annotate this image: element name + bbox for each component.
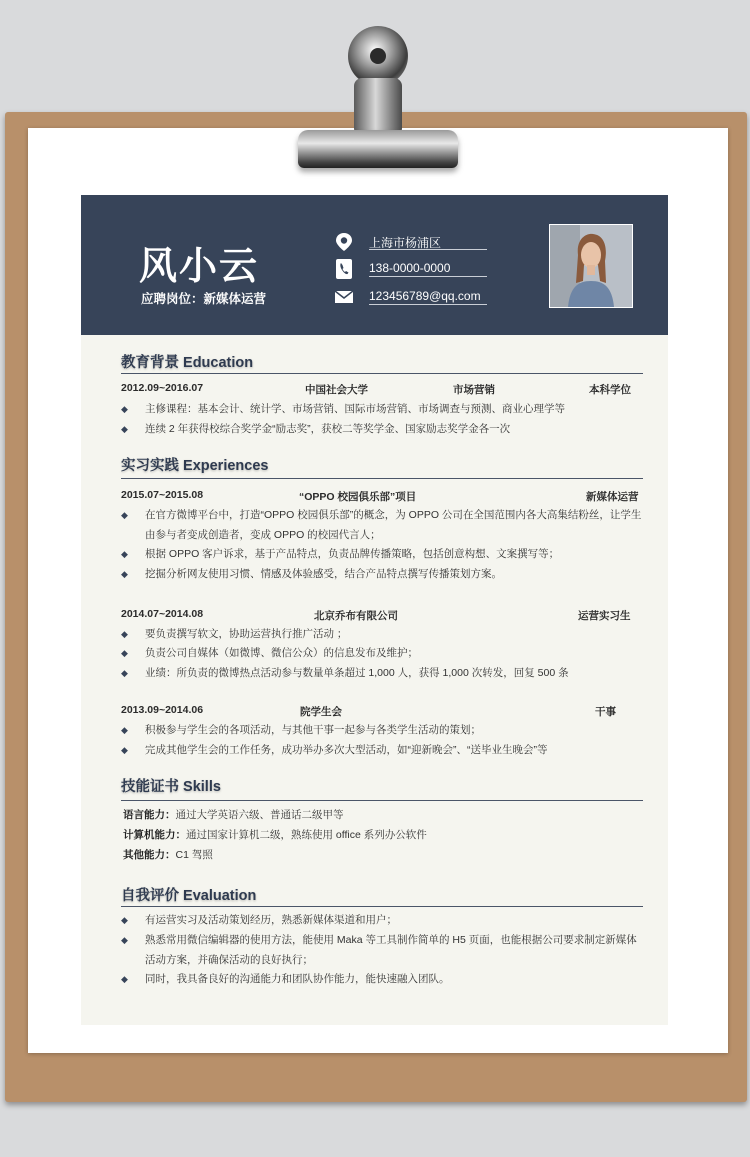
experience-title: 实习实践 Experiences (121, 458, 269, 474)
experience-org: 院学生会 (300, 706, 342, 718)
contact-email (333, 287, 493, 307)
candidate-name: 风小云 (139, 246, 260, 288)
list-item: ◆ 主修课程：基本会计、统计学、市场营销、国际市场营销、市场调查与预测、商业心理学等 (121, 403, 565, 415)
skills-title: 技能证书 Skills (121, 779, 221, 795)
experience-org: “OPPO 校园俱乐部”项目 (299, 491, 417, 503)
education-major: 市场营销 (453, 384, 495, 396)
list-item: ◆ 同时，我具备良好的沟通能力和团队协作能力，能快速融入团队。 (121, 973, 450, 985)
list-item: ◆ 挖掘分析网友使用习惯、情感及体验感受，结合产品特点撰写传播策划方案。 (121, 568, 502, 580)
applied-position: 应聘岗位：新媒体运营 (141, 292, 267, 306)
list-item: ◆ 在官方微博平台中，打造“OPPO 校园俱乐部”的概念，为 OPPO 公司在全国范围内各大高集结粉丝，让学生由参与者变成创造者，变成 OPPO 的校园代言人； (121, 509, 642, 541)
phone-icon (333, 259, 355, 279)
experience-period: 2015.07~2015.08 (121, 489, 204, 501)
experience-role: 运营实习生 (578, 610, 631, 622)
profile-photo (549, 224, 633, 308)
address-text: 上海市杨浦区 (369, 234, 487, 250)
skill-item: 计算机能力：通过国家计算机二级，熟练使用 office 系列办公软件 (123, 829, 427, 841)
experience-role: 干事 (595, 706, 616, 718)
section-divider (121, 478, 643, 479)
education-period: 2012.09~2016.07 (121, 382, 204, 394)
list-item: ◆ 完成其他学生会的工作任务，成功举办多次大型活动，如“迎新晚会”、“送毕业生晚会”等 (121, 744, 548, 756)
list-item: ◆ 连续 2 年获得校综合奖学金“励志奖”，获校二等奖学金、国家励志奖学金各一次 (121, 423, 511, 435)
list-item: ◆ 要负责撰写软文，协助运营执行推广活动 ； (121, 628, 348, 640)
resume-header (81, 195, 668, 335)
list-item: ◆ 积极参与学生会的各项活动，与其他干事一起参与各类学生活动的策划； (121, 724, 481, 736)
experience-org: 北京乔布有限公司 (314, 610, 398, 622)
skill-item: 语言能力：通过大学英语六级、普通话二级甲等 (123, 809, 344, 821)
list-item: ◆ 熟悉常用微信编辑器的使用方法，能使用 Maka 等工具制作简单的 H5 页面，也能根据公司要求制定新媒体活动方案，并确保活动的良好执行； (121, 934, 637, 966)
list-item: ◆ 负责公司自媒体（如微博、微信公众）的信息发布及维护； (121, 647, 418, 659)
education-degree: 本科学位 (589, 384, 631, 396)
experience-period: 2013.09~2014.06 (121, 704, 204, 716)
list-item: ◆ 根据 OPPO 客户诉求，基于产品特点，负责品牌传播策略，包括创意构想、文案撰写等； (121, 548, 560, 560)
section-divider (121, 800, 643, 801)
resume (81, 195, 668, 1025)
contact-address (333, 232, 493, 252)
contact-phone (333, 259, 493, 279)
binder-clip-icon (296, 26, 460, 172)
experience-period: 2014.07~2014.08 (121, 608, 204, 620)
experience-role: 新媒体运营 (586, 491, 639, 503)
section-divider (121, 373, 643, 374)
location-icon (333, 232, 355, 252)
list-item: ◆ 业绩：所负责的微博热点活动参与数量单条超过 1,000 人，获得 1,000 次转发，回复 500 条 (121, 667, 569, 679)
skill-item: 其他能力：C1 驾照 (123, 849, 213, 861)
section-divider (121, 906, 643, 907)
email-text: 123456789@qq.com (369, 289, 487, 305)
mail-icon (333, 287, 355, 307)
phone-text: 138-0000-0000 (369, 261, 487, 277)
list-item: ◆ 有运营实习及活动策划经历，熟悉新媒体渠道和用户； (121, 914, 397, 926)
education-title: 教育背景 Education (121, 355, 254, 371)
education-school: 中国社会大学 (305, 384, 368, 396)
evaluation-title: 自我评价 Evaluation (121, 888, 257, 904)
